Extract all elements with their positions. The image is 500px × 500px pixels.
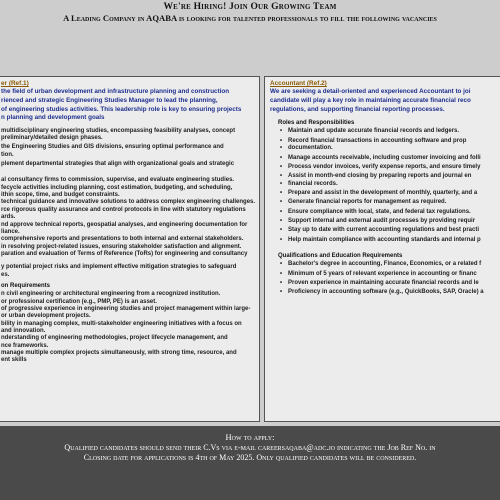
list-item: • Manage accounts receivable, including customer invoicing and folli <box>270 155 500 162</box>
list-item: • Process vendor invoices, verify expense reports, and ensure timely <box>270 164 500 171</box>
intro-line: rienced and strategic Engineering Studies Manager to lead the planning, <box>1 96 218 104</box>
list-item: in resolving project-related issues, ensuring stakeholder satisfaction and alignment. <box>1 243 242 250</box>
requirements-heading-ref1: on Requirements <box>1 282 51 289</box>
intro-line: candidate will play a key role in maintaining accurate financial reco <box>270 96 471 104</box>
intro-line: We are seeking a detail-oriented and experienced Accountant to joi <box>270 88 471 96</box>
list-item: n civil engineering or architectural engineering from a recognized institution. <box>1 291 221 298</box>
intro-line: regulations, and supporting financial reporting processes. <box>270 105 445 113</box>
closing-date: Closing date for applications is 4th of May 2025. Only qualified candidates will be considered. <box>83 453 417 462</box>
page-title: We're Hiring! Join Our Growing Team <box>163 2 337 12</box>
list-item: y potential project risks and implement effective mitigation strategies to safeguard <box>1 264 237 271</box>
list-item: • Ensure compliance with local, state, and federal tax regulations. <box>270 209 500 216</box>
requirements-list-ref1 <box>1 291 253 364</box>
list-item: bility in managing complex, multi-stakeholder engineering initiatives with a focus on <box>1 320 242 327</box>
list-item: plement departmental strategies that align with organizational goals and strategic <box>1 161 235 168</box>
list-item: nd approve technical reports, geospatial analyses, and engineering documentation for <box>1 221 248 228</box>
vacancy-column-ref2 <box>264 76 500 422</box>
footer-how-to-apply <box>0 426 500 500</box>
job-intro-ref1 <box>1 88 253 121</box>
list-item: nce frameworks. <box>1 342 49 349</box>
list-item: multidisciplinary engineering studies, encompassing feasibility analyses, concept <box>1 127 236 134</box>
list-item: and innovation. <box>1 327 46 334</box>
requirements-list-ref2 <box>270 261 500 296</box>
list-item: • documentation. <box>270 145 500 152</box>
job-intro-ref2 <box>270 88 500 113</box>
list-item: paration and evaluation of Terms of Reference (ToRs) for engineering and consultancy <box>1 250 248 257</box>
list-item: • Support internal and external audit processes by providing requir <box>270 218 500 225</box>
list-item: the Engineering Studies and GIS divisions, ensuring optimal performance and <box>1 144 224 151</box>
list-item: • Stay up to date with current accounting regulations and best practi <box>270 227 500 234</box>
list-item: ards. <box>1 214 16 221</box>
list-item: • Maintain and update accurate financial records and ledgers. <box>270 128 500 135</box>
list-item: es. <box>1 271 10 278</box>
list-item: ent skills <box>1 357 27 364</box>
list-item: al consultancy firms to commission, supervise, and evaluate engineering studies. <box>1 177 235 184</box>
list-item: • Help maintain compliance with accounting standards and internal p <box>270 237 500 244</box>
list-item: • Assist in month-end closing by preparing reports and journal en <box>270 173 500 180</box>
header <box>0 0 500 23</box>
vacancy-column-ref1 <box>0 76 260 422</box>
responsibilities-list-ref2 <box>270 128 500 243</box>
requirements-heading-ref2: Qualifications and Education Requirements <box>278 252 403 259</box>
list-item: or urban development projects. <box>1 313 91 320</box>
job-title-ref2: Accountant (Ref.2) <box>270 80 327 87</box>
how-to-apply-heading: How to apply: <box>225 432 275 442</box>
list-item: comprehensive reports and presentations to both internal and external stakeholders. <box>1 236 244 243</box>
responsibilities-list-ref1 <box>1 127 256 279</box>
list-item: liance. <box>1 228 20 235</box>
list-item: preliminary/detailed design phases. <box>1 135 103 142</box>
list-item: technical guidance and innovative solutions to address complex engineering challenges. <box>1 199 256 206</box>
job-title-ref1: er (Ref.1) <box>1 80 29 87</box>
list-item: • Proven experience in maintaining accurate financial records and le <box>270 280 500 287</box>
list-item: ithin scope, time, and budget constraints. <box>1 192 120 199</box>
list-item: • financial records. <box>270 181 500 188</box>
intro-line: n planning and development goals <box>1 114 105 122</box>
list-item: tion. <box>1 151 14 158</box>
list-item: • Prepare and assist in the development of monthly, quarterly, and a <box>270 190 500 197</box>
intro-line: of engineering studies activities. This leadership role is key to ensuring projects <box>1 105 242 113</box>
intro-line: the field of urban development and infrastructure planning and construction <box>1 88 230 96</box>
list-item: of progressive experience in engineering studies and project management within large- <box>1 305 251 312</box>
list-item: • Record financial transactions in accounting software and prop <box>270 138 500 145</box>
responsibilities-heading-ref2: Roles and Responsibilities <box>278 120 355 127</box>
list-item: • Proficiency in accounting software (e.g., QuickBooks, SAP, Oracle) a <box>270 289 500 296</box>
list-item: rce rigorous quality assurance and control protocols in line with statutory regulations <box>1 206 246 213</box>
list-item: • Minimum of 5 years of relevant experience in accounting or financ <box>270 271 500 278</box>
list-item: fecycle activities including planning, cost estimation, budgeting, and scheduling, <box>1 184 233 191</box>
page-subtitle: A Leading Company in AQABA is looking for talented professionals to fill the following vacancies <box>63 13 437 23</box>
list-item: manage multiple complex projects simultaneously, with strong time, resource, and <box>1 350 237 356</box>
list-item: nderstanding of engineering methodologies, project lifecycle management, and <box>1 335 228 342</box>
list-item: • Generate financial reports for management as required. <box>270 199 500 206</box>
list-item: • Bachelor's degree in accounting, Finance, Economics, or a related f <box>270 261 500 268</box>
apply-instructions: Qualified candidates should send their C.Vs via e-mail careersaqaba@adc.jo indicating the Job Ref No. in <box>64 443 436 452</box>
list-item: or professional certification (e.g., PMP, PE) is an asset. <box>1 298 157 305</box>
